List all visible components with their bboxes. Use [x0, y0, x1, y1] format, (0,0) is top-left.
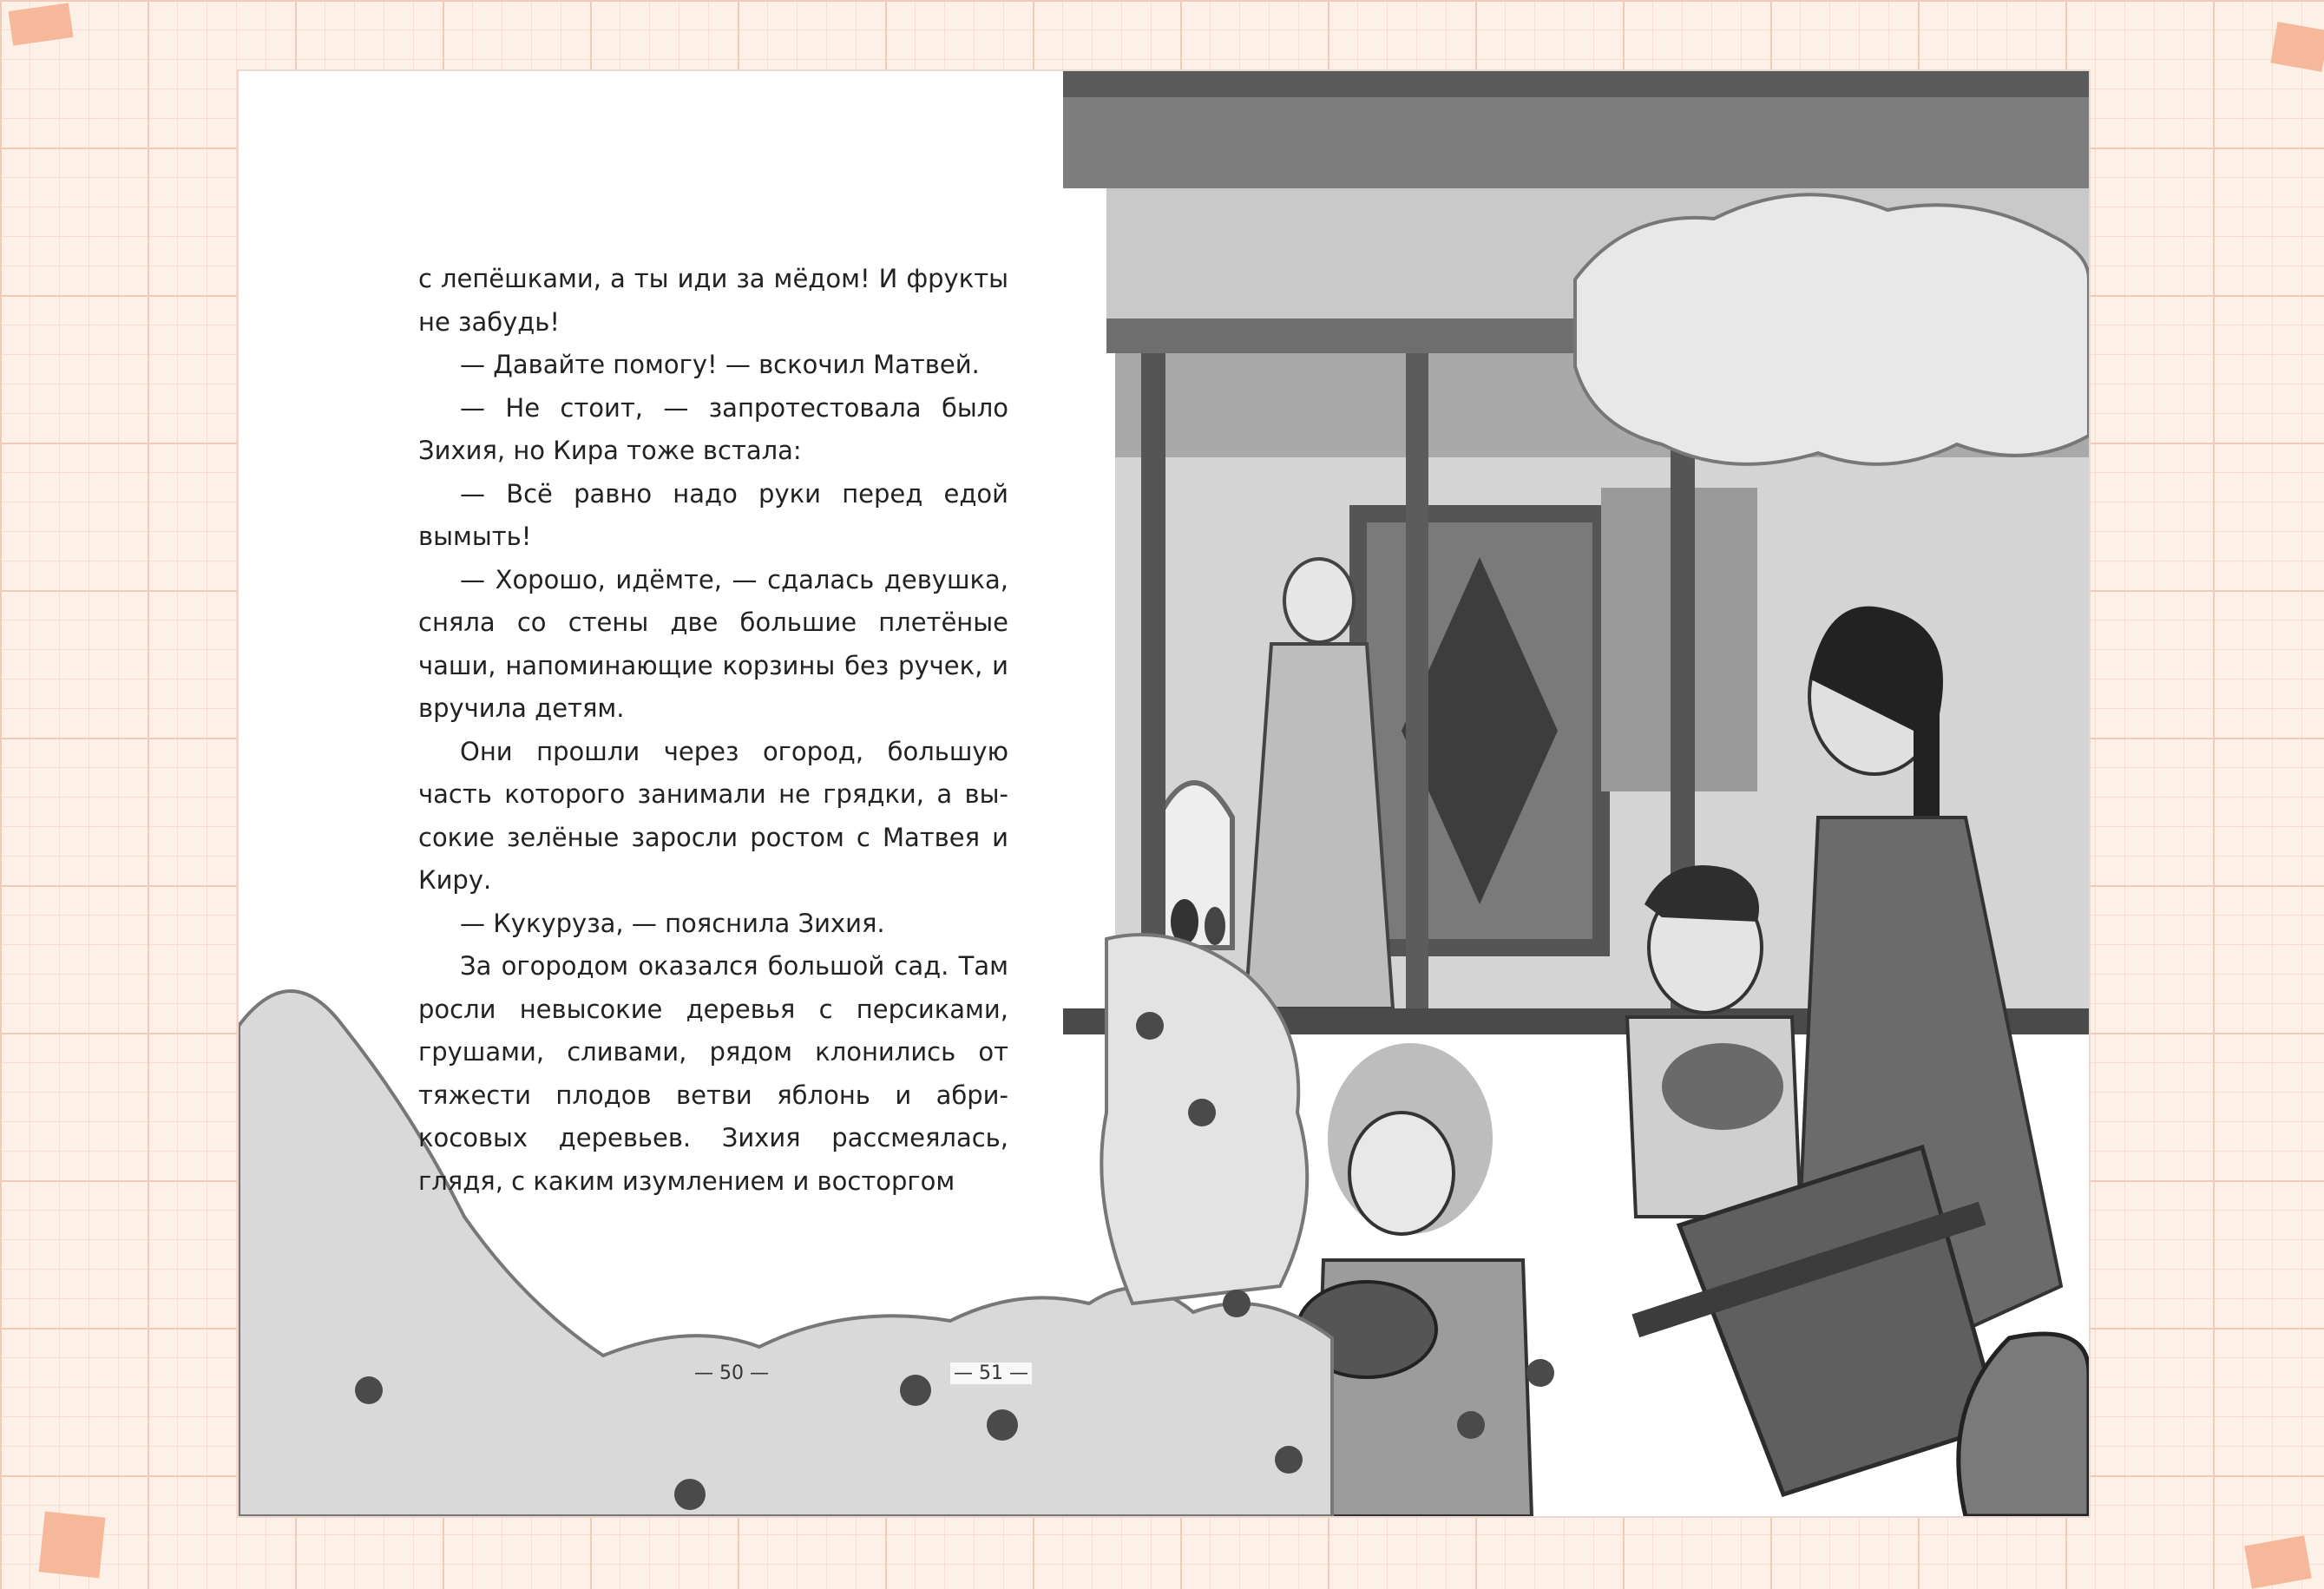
story-text — [418, 258, 1008, 1203]
right-page — [954, 71, 2089, 1516]
tape-bottom-left — [39, 1512, 106, 1579]
paragraph: с лепёшками, а ты иди за мёдом! И фрукты не забудь! — [418, 264, 1008, 337]
left-page — [239, 71, 1063, 1516]
paragraph: — Давайте помогу! — вскочил Матвей. — [460, 350, 980, 379]
book-spread — [239, 71, 2089, 1516]
paragraph: — Кукуруза, — пояснила Зихия. — [460, 908, 885, 938]
page-number-left: — 50 — — [694, 1362, 769, 1384]
tape-top-left — [9, 3, 74, 45]
paragraph: — Хорошо, идёмте, — сдалась девушка, сняла со стены две большие плетёные чаши, напоминающие корзины без ручек, и вручила детям. — [418, 564, 1008, 723]
paragraph: — Не стоит, — запротестовала было Зихия, но Кира тоже встала: — [418, 392, 1008, 465]
paragraph: Они прошли через огород, большую часть которого занимали не грядки, а высокие зелёные заросли ростом с Матвея и Киру. — [418, 736, 1008, 895]
paragraph: — Всё равно надо руки перед едой вымыть! — [418, 478, 1008, 551]
tape-bottom-right — [2244, 1535, 2312, 1588]
paragraph: За огородом оказался большой сад. Там росли невысокие деревья с персиками, грушами, сливами, рядом клонились от тяжести плодов ветви яблонь и абрикосовых деревьев. Зихия рассмеялась, глядя, с каким изумлением и восторгом — [418, 951, 1008, 1196]
tape-top-right — [2270, 22, 2324, 72]
page-number-right: — 51 — — [950, 1362, 1032, 1384]
